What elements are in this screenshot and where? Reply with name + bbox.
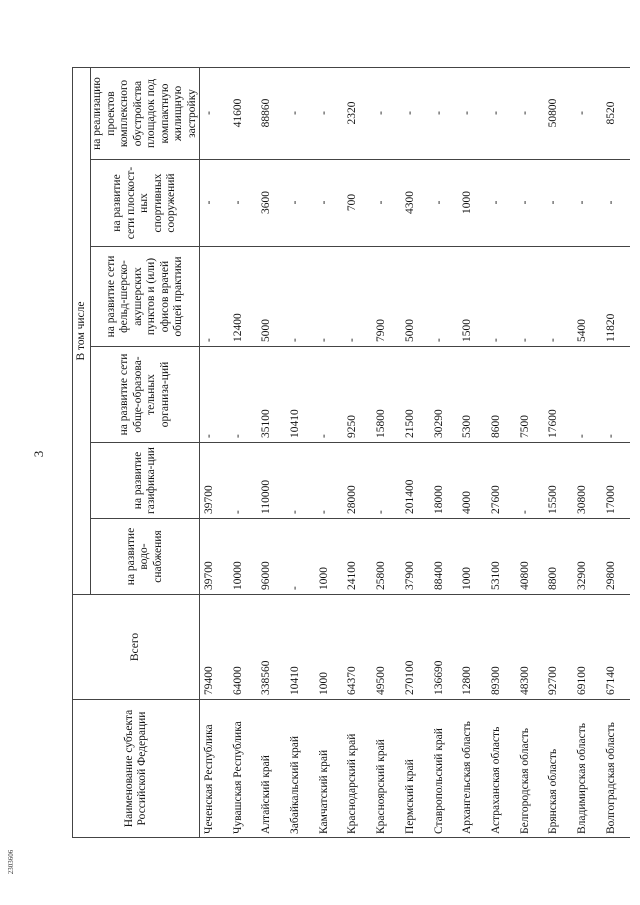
region-name-cell: Брянская область [544, 700, 573, 838]
total-cell: 67140 [602, 595, 631, 700]
housing-projects-cell: 8520 [602, 68, 631, 160]
total-cell: 64370 [343, 595, 372, 700]
region-name-cell: Чувашская Республика [229, 700, 258, 838]
water-supply-cell: - [286, 519, 315, 595]
water-supply-cell: 88400 [430, 519, 459, 595]
sports-facilities-cell: - [229, 160, 258, 247]
table-body [200, 68, 631, 838]
water-supply-cell: 10000 [229, 519, 258, 595]
water-supply-cell: 1000 [315, 519, 344, 595]
gasification-cell: 201400 [401, 443, 430, 519]
medical-points-cell: - [286, 247, 315, 347]
medical-points-cell: 5400 [573, 247, 602, 347]
schools-cell: - [602, 347, 631, 443]
gasification-cell: - [516, 443, 545, 519]
housing-projects-cell: 41600 [229, 68, 258, 160]
header-water-supply: на развитие водо-снабжения [91, 519, 200, 595]
sports-facilities-cell: - [544, 160, 573, 247]
gasification-cell: 28000 [343, 443, 372, 519]
header-medical-points: на развитие сети фельд-шерско-акушерских пунктов и (или) офисов врачей общей практики [91, 247, 200, 347]
header-housing-projects: на реализацию проектов комплексного обустройства площадок под компактную жилищную застройку [91, 68, 200, 160]
gasification-cell: 39700 [200, 443, 229, 519]
water-supply-cell: 29800 [602, 519, 631, 595]
medical-points-cell: 5000 [401, 247, 430, 347]
header-sports-facilities: на развитие сети плоскост-ных спортивных сооружений [91, 160, 200, 247]
housing-projects-cell: 2320 [343, 68, 372, 160]
region-name-cell: Архангельская область [458, 700, 487, 838]
total-cell: 12800 [458, 595, 487, 700]
region-name-cell: Владимирская область [573, 700, 602, 838]
schools-cell: 30290 [430, 347, 459, 443]
region-name-cell: Пермский край [401, 700, 430, 838]
table-row [200, 68, 229, 838]
table-row [229, 68, 258, 838]
total-cell: 79400 [200, 595, 229, 700]
gasification-cell: 110000 [257, 443, 286, 519]
table-row [286, 68, 315, 838]
sports-facilities-cell: - [315, 160, 344, 247]
schools-cell: 35100 [257, 347, 286, 443]
document-code: 2303606 [7, 849, 15, 875]
housing-projects-cell: - [487, 68, 516, 160]
table-row [602, 68, 631, 838]
gasification-cell: 27600 [487, 443, 516, 519]
water-supply-cell: 24100 [343, 519, 372, 595]
housing-projects-cell: - [286, 68, 315, 160]
table-row [372, 68, 401, 838]
schools-cell: - [229, 347, 258, 443]
gasification-cell: - [229, 443, 258, 519]
header-region-name: Наименование субъекта Российской Федерации [73, 700, 200, 838]
water-supply-cell: 39700 [200, 519, 229, 595]
housing-projects-cell: 50800 [544, 68, 573, 160]
medical-points-cell: 12400 [229, 247, 258, 347]
medical-points-cell: - [487, 247, 516, 347]
table-row [516, 68, 545, 838]
medical-points-cell: - [544, 247, 573, 347]
table-header [73, 68, 200, 838]
total-cell: 69100 [573, 595, 602, 700]
funding-table-container [72, 68, 617, 838]
sports-facilities-cell: - [286, 160, 315, 247]
medical-points-cell: - [200, 247, 229, 347]
table-row [257, 68, 286, 838]
region-name-cell: Краснодарский край [343, 700, 372, 838]
schools-cell: - [200, 347, 229, 443]
table-row [487, 68, 516, 838]
medical-points-cell: 1500 [458, 247, 487, 347]
sports-facilities-cell: - [602, 160, 631, 247]
table-row [544, 68, 573, 838]
water-supply-cell: 1000 [458, 519, 487, 595]
schools-cell: - [573, 347, 602, 443]
page-number: 3 [31, 450, 46, 458]
schools-cell: 17600 [544, 347, 573, 443]
region-name-cell: Ставропольский край [430, 700, 459, 838]
medical-points-cell: - [343, 247, 372, 347]
header-including: В том числе [73, 68, 91, 595]
sports-facilities-cell: 4300 [401, 160, 430, 247]
sports-facilities-cell: 3600 [257, 160, 286, 247]
header-total: Всего [73, 595, 200, 700]
region-name-cell: Камчатский край [315, 700, 344, 838]
medical-points-cell: 5000 [257, 247, 286, 347]
medical-points-cell: 7900 [372, 247, 401, 347]
table-row [315, 68, 344, 838]
table-row [430, 68, 459, 838]
total-cell: 270100 [401, 595, 430, 700]
total-cell: 64000 [229, 595, 258, 700]
water-supply-cell: 37900 [401, 519, 430, 595]
table-row [573, 68, 602, 838]
medical-points-cell: - [516, 247, 545, 347]
housing-projects-cell: - [315, 68, 344, 160]
schools-cell: 8600 [487, 347, 516, 443]
sports-facilities-cell: - [573, 160, 602, 247]
water-supply-cell: 53100 [487, 519, 516, 595]
water-supply-cell: 40800 [516, 519, 545, 595]
sports-facilities-cell: 700 [343, 160, 372, 247]
region-name-cell: Белгородская область [516, 700, 545, 838]
region-name-cell: Волгоградская область [602, 700, 631, 838]
schools-cell: 9250 [343, 347, 372, 443]
header-schools: на развитие сети обще-образова-тельных организа-ций [91, 347, 200, 443]
sports-facilities-cell: - [200, 160, 229, 247]
table-row [343, 68, 372, 838]
water-supply-cell: 96000 [257, 519, 286, 595]
medical-points-cell: 11820 [602, 247, 631, 347]
sports-facilities-cell: - [516, 160, 545, 247]
water-supply-cell: 32900 [573, 519, 602, 595]
sports-facilities-cell: - [372, 160, 401, 247]
housing-projects-cell: - [372, 68, 401, 160]
housing-projects-cell: - [516, 68, 545, 160]
gasification-cell: 18000 [430, 443, 459, 519]
total-cell: 92700 [544, 595, 573, 700]
sports-facilities-cell: - [430, 160, 459, 247]
table-row [401, 68, 430, 838]
schools-cell: 21500 [401, 347, 430, 443]
water-supply-cell: 25800 [372, 519, 401, 595]
housing-projects-cell: - [401, 68, 430, 160]
total-cell: 49500 [372, 595, 401, 700]
region-name-cell: Забайкальский край [286, 700, 315, 838]
table-row [458, 68, 487, 838]
schools-cell: 15800 [372, 347, 401, 443]
region-name-cell: Чеченская Республика [200, 700, 229, 838]
region-name-cell: Алтайский край [257, 700, 286, 838]
housing-projects-cell: - [573, 68, 602, 160]
total-cell: 48300 [516, 595, 545, 700]
housing-projects-cell: - [458, 68, 487, 160]
housing-projects-cell: - [430, 68, 459, 160]
medical-points-cell: - [315, 247, 344, 347]
schools-cell: 10410 [286, 347, 315, 443]
housing-projects-cell: - [200, 68, 229, 160]
total-cell: 1000 [315, 595, 344, 700]
schools-cell: 5300 [458, 347, 487, 443]
gasification-cell: - [286, 443, 315, 519]
medical-points-cell: - [430, 247, 459, 347]
total-cell: 89300 [487, 595, 516, 700]
region-name-cell: Красноярский край [372, 700, 401, 838]
total-cell: 10410 [286, 595, 315, 700]
sports-facilities-cell: - [487, 160, 516, 247]
region-name-cell: Астраханская область [487, 700, 516, 838]
housing-projects-cell: 88860 [257, 68, 286, 160]
total-cell: 338560 [257, 595, 286, 700]
funding-table [72, 67, 630, 838]
gasification-cell: 4000 [458, 443, 487, 519]
total-cell: 136690 [430, 595, 459, 700]
gasification-cell: - [372, 443, 401, 519]
schools-cell: 7500 [516, 347, 545, 443]
gasification-cell: - [315, 443, 344, 519]
gasification-cell: 15500 [544, 443, 573, 519]
sports-facilities-cell: 1000 [458, 160, 487, 247]
schools-cell: - [315, 347, 344, 443]
gasification-cell: 17000 [602, 443, 631, 519]
gasification-cell: 30800 [573, 443, 602, 519]
water-supply-cell: 8800 [544, 519, 573, 595]
header-gasification: на развитие газифика-ции [91, 443, 200, 519]
